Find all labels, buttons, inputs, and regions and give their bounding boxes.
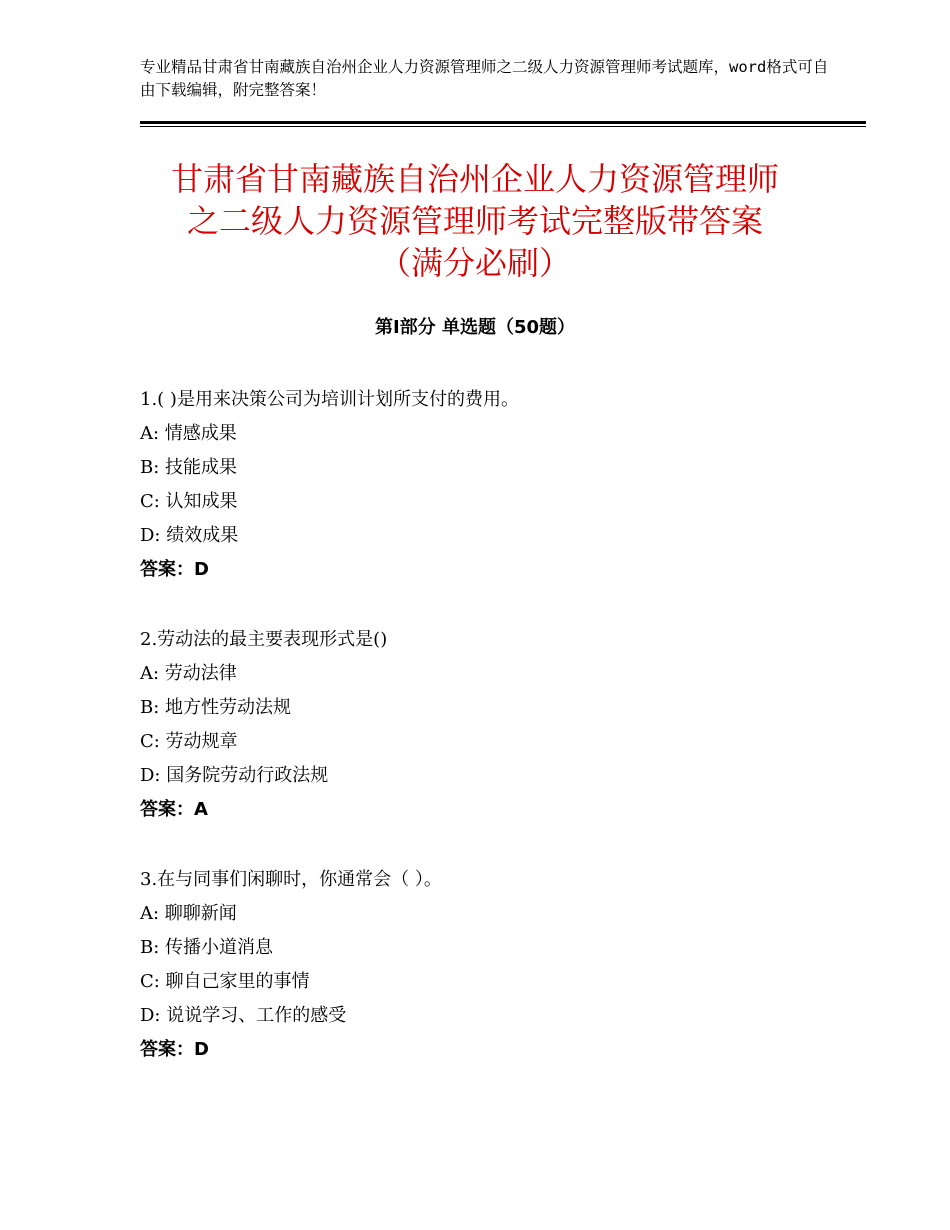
- option-d: D: 说说学习、工作的感受: [140, 1005, 347, 1026]
- option-d: D: 国务院劳动行政法规: [140, 765, 329, 786]
- question-1: [140, 383, 840, 587]
- header-rule-thin: [140, 126, 866, 127]
- title-line-1: 甘肃省甘南藏族自治州企业人力资源管理师: [170, 160, 779, 198]
- header-note: 专业精品甘肃省甘南藏族自治州企业人力资源管理师之二级人力资源管理师考试题库，word格式可自由下载编辑，附完整答案！: [140, 58, 829, 99]
- question-stem: 1.( )是用来决策公司为培训计划所支付的费用。: [140, 389, 519, 410]
- option-b: B: 地方性劳动法规: [140, 697, 292, 718]
- option-d: D: 绩效成果: [140, 525, 239, 546]
- question-stem: 3.在与同事们闲聊时，你通常会（ ）。: [140, 869, 442, 890]
- section-title: 第Ⅰ部分 单选题（50题）: [374, 317, 575, 338]
- option-c: C: 劳动规章: [140, 731, 238, 752]
- option-a: A: 情感成果: [140, 423, 237, 444]
- question-stem: 2.劳动法的最主要表现形式是(): [140, 629, 388, 650]
- answer: 答案：D: [140, 559, 209, 580]
- question-list: [140, 383, 840, 1103]
- option-b: B: 技能成果: [140, 457, 238, 478]
- option-c: C: 聊自己家里的事情: [140, 971, 310, 992]
- option-b: B: 传播小道消息: [140, 937, 274, 958]
- option-a: A: 劳动法律: [140, 663, 237, 684]
- header-rule-thick: [140, 121, 866, 124]
- question-3: [140, 863, 840, 1067]
- document-title: [120, 158, 830, 284]
- question-2: [140, 623, 840, 827]
- title-line-3: （满分必刷）: [378, 244, 571, 282]
- option-a: A: 聊聊新闻: [140, 903, 237, 924]
- title-line-2: 之二级人力资源管理师考试完整版带答案: [186, 202, 763, 240]
- answer: 答案：D: [140, 1039, 209, 1060]
- option-c: C: 认知成果: [140, 491, 238, 512]
- answer: 答案：A: [140, 799, 208, 820]
